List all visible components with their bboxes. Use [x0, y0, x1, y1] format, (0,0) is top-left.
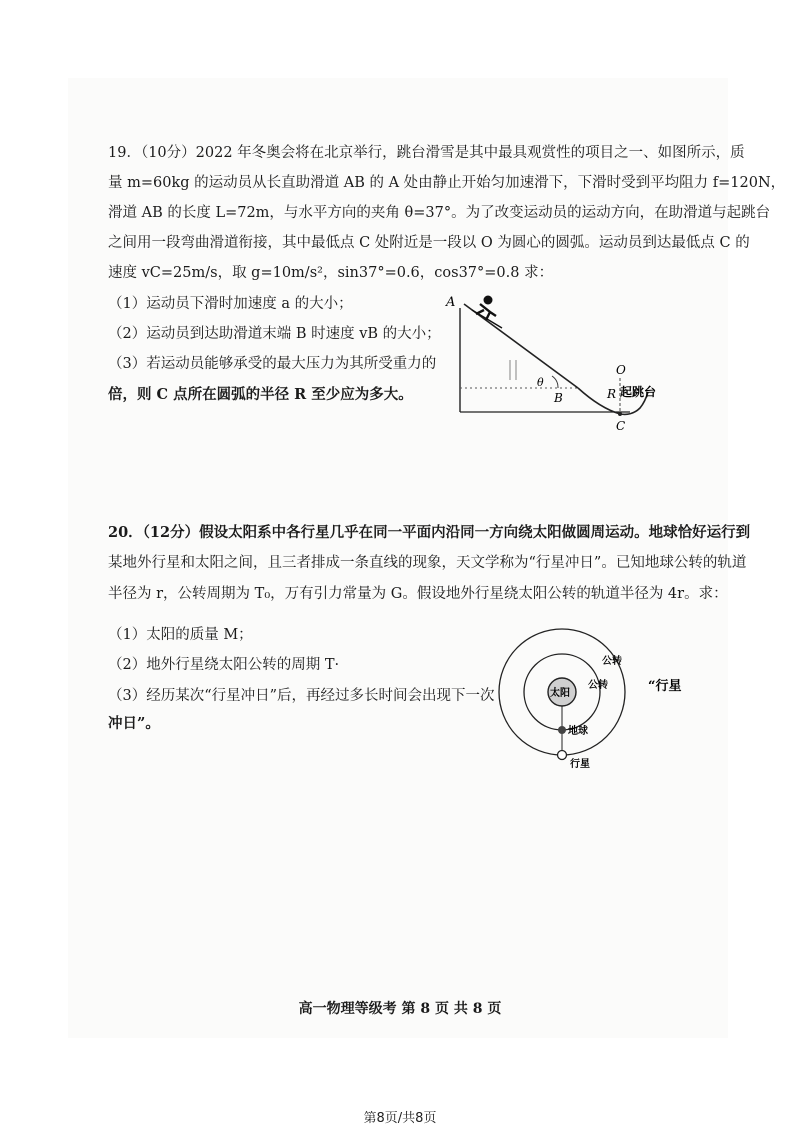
label-revolution-inner: 公转	[588, 680, 608, 691]
page-footer: 高一物理等级考 第 8 页 共 8 页	[298, 1001, 502, 1017]
q19-line-4: 之间用一段弯曲滑道衔接，其中最低点 C 处附近是一段以 O 为圆心的圆弧。运动员到达最低点 C 的	[108, 235, 750, 251]
q20-line-2: 某地外行星和太阳之间，且三者排成一条直线的现象，天文学称为“行星冲日”。已知地球公转的轨道	[108, 555, 747, 571]
label-B: B	[554, 391, 563, 405]
label-R: R	[607, 387, 617, 401]
q19-item-4: 倍，则 C 点所在圆弧的半径 R 至少应为多大。	[108, 386, 413, 403]
label-sun: 太阳	[550, 688, 570, 699]
q19-item-2: （2）运动员到达助滑道末端 B 时速度 vB 的大小；	[108, 326, 441, 342]
q20-item-1: （1）太阳的质量 M；	[108, 627, 253, 643]
label-O: O	[616, 363, 626, 377]
earth	[558, 726, 566, 734]
page-indicator: 第8页/共8页	[363, 1111, 437, 1126]
q19-line-1: 19．（10分）2022 年冬奥会将在北京举行，跳台滑雪是其中最具观赏性的项目之一、如图所示，质	[108, 145, 745, 161]
label-planet: 行星	[570, 759, 590, 770]
label-platform: 起跳台	[620, 385, 657, 399]
orbit-figure	[490, 615, 720, 775]
q19-line-2: 量 m=60kg 的运动员从长直助滑道 AB 的 A 处由静止开始匀加速滑下，下滑时受到平均阻力 f=120N，	[108, 175, 786, 191]
skier-head	[484, 296, 493, 305]
label-side-note: “行星	[648, 679, 682, 694]
q19-item-3: （3）若运动员能够承受的最大压力为其所受重力的	[108, 356, 437, 372]
q20-line-1: 20．（12分）假设太阳系中各行星几乎在同一平面内沿同一方向绕太阳做圆周运动。地球恰好运行到	[108, 524, 751, 541]
q20-item-4: 冲日”。	[108, 715, 160, 732]
q19-line-3: 滑道 AB 的长度 L=72m，与水平方向的夹角 θ=37°。为了改变运动员的运动方向，在助滑道与起跳台	[108, 205, 771, 221]
q19-line-5: 速度 vC=25m/s，取 g=10m/s²，sin37°=0.6，cos37°=0.8 求：	[108, 265, 554, 281]
q20-item-3: （3）经历某次“行星冲日”后，再经过多长时间会出现下一次	[108, 688, 495, 704]
q19-item-1: （1）运动员下滑时加速度 a 的大小；	[108, 296, 353, 312]
label-theta: θ	[537, 376, 544, 389]
ski-jump-figure	[440, 290, 670, 435]
label-earth: 地球	[568, 726, 588, 737]
planet	[558, 751, 567, 760]
q20-line-3: 半径为 r，公转周期为 T₀，万有引力常量为 G。假设地外行星绕太阳公转的轨道半径为 4r。求：	[108, 586, 728, 602]
label-C: C	[616, 419, 626, 433]
label-revolution-outer: 公转	[602, 656, 622, 667]
q20-item-2: （2）地外行星绕太阳公转的周期 T·	[108, 657, 340, 673]
label-A: A	[446, 295, 456, 310]
